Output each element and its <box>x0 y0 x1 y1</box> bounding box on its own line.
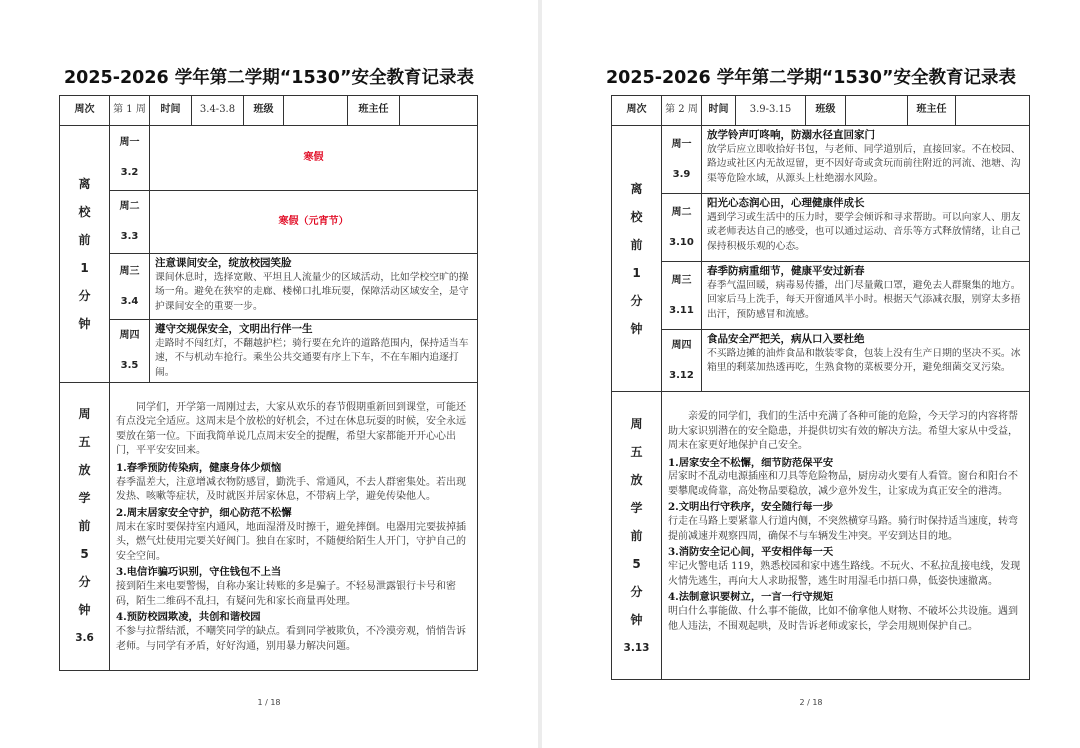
teacher-value <box>956 96 1030 126</box>
page-title: 2025-2026 学年第二学期“1530”安全教育记录表 <box>606 68 1016 88</box>
day-row <box>60 254 478 320</box>
page-number: 1 / 18 <box>257 698 281 707</box>
day-text: 放学后应立即收拾好书包，与老师、同学道别后，直接回家。不在校园、路边或社区内无故逗留，更不因好奇或贪玩而前往附近的河流、池塘、沟渠等危险水域，从源头上杜绝溺水风险。 <box>707 144 1021 184</box>
holiday-text: 寒假（元宵节） <box>150 191 478 254</box>
speech-item-heading: 2.文明出行守秩序，安全随行每一步 <box>668 501 834 514</box>
class-value <box>846 96 908 126</box>
speech-item-heading: 4.法制意识要树立，一言一行守规矩 <box>668 591 834 604</box>
day-row <box>60 191 478 254</box>
teacher-label: 班主任 <box>348 96 400 126</box>
header-row <box>612 96 1030 126</box>
speech-item-text: 明白什么事能做、什么事不能做，比如不偷拿他人财物、不破坏公共设施。遇到他人违法，不围观起哄，及时告诉老师或家长，学会用规则保护自己。 <box>668 606 1018 632</box>
class-label: 班级 <box>806 96 846 126</box>
day-row <box>60 126 478 191</box>
teacher-label: 班主任 <box>908 96 956 126</box>
safety-record-table <box>611 95 1030 680</box>
class-value <box>284 96 348 126</box>
speech-item-heading: 1.居家安全不松懈，细节防范保平安 <box>668 456 834 469</box>
safety-record-table <box>59 95 478 671</box>
section-before-leave: 离 校 前 1 分 钟 <box>60 126 110 383</box>
speech-item-text: 牢记火警电话 119，熟悉校园和家中逃生路线。不玩火、不私拉乱接电线，发现火情先逃生，再向大人求助报警，逃生时用湿毛巾捂口鼻，低姿快速撤离。 <box>668 561 1021 587</box>
speech-intro: 亲爱的同学们，我们的生活中充满了各种可能的危险，今天学习的内容将帮助大家识别潜在的安全隐患，并提供切实有效的解决方法。希望大家从中受益，周末在家更好地保护自己安全。 <box>668 411 1018 451</box>
time-value: 3.4-3.8 <box>192 96 244 126</box>
day-label: 周三 3.4 <box>110 254 150 320</box>
day-label: 周二 3.3 <box>110 191 150 254</box>
speech-item-text: 周末在家时要保持室内通风，地面湿滑及时擦干，避免摔倒。电器用完要拔掉插头，燃气灶使用完要关好阀门。独自在家时，不随便给陌生人开门，守护自己的安全空间。 <box>116 521 466 562</box>
time-value: 3.9-3.15 <box>736 96 806 126</box>
day-text: 课间休息时，选择宽敞、平坦且人流量少的区域活动，比如学校空旷的操场一角。避免在狭窄的走廊、楼梯口扎堆玩耍，保障活动区域安全，是守护课间安全的重要一步。 <box>155 272 469 312</box>
document-page-1 <box>0 0 538 748</box>
day-subtitle: 注意课间安全，绽放校园笑脸 <box>155 257 292 269</box>
speech-item-text: 居家时不乱动电源插座和刀具等危险物品，厨房动火要有人看管。窗台和阳台不要攀爬或倚靠，高处物品要稳放，减少意外发生，让家成为真正安全的港湾。 <box>668 471 1018 497</box>
day-text: 遇到学习或生活中的压力时，要学会倾诉和寻求帮助。可以向家人、朋友或老师表达自己的感受，也可以通过运动、音乐等方式释放情绪，让自己保持积极乐观的心态。 <box>707 212 1021 252</box>
class-label: 班级 <box>244 96 284 126</box>
day-row <box>612 262 1030 330</box>
holiday-text: 寒假 <box>150 126 478 191</box>
section-before-leave: 离 校 前 1 分 钟 <box>612 126 662 392</box>
day-subtitle: 春季防病重细节，健康平安过新春 <box>707 265 865 277</box>
day-content <box>150 320 478 383</box>
day-text: 春季气温回暖，病毒易传播，出门尽量戴口罩，避免去人群聚集的地方。回家后马上洗手，每天开窗通风半小时。根据天气添减衣服，别穿太多捂出汗，预防感冒和流感。 <box>707 280 1021 320</box>
day-label: 周二 3.10 <box>662 194 702 262</box>
header-row <box>60 96 478 126</box>
friday-row <box>612 392 1030 680</box>
day-content <box>702 330 1030 392</box>
teacher-value <box>400 96 478 126</box>
friday-row <box>60 382 478 670</box>
speech-item-heading: 1.春季预防传染病，健康身体少烦恼 <box>116 461 282 474</box>
day-label: 周四 3.12 <box>662 330 702 392</box>
day-label: 周一 3.2 <box>110 126 150 191</box>
day-subtitle: 阳光心态润心田，心理健康伴成长 <box>707 197 865 209</box>
page-number: 2 / 18 <box>799 698 823 707</box>
speech-item-heading: 4.预防校园欺凌，共创和谐校园 <box>116 611 261 624</box>
speech-item-heading: 3.电信诈骗巧识别，守住钱包不上当 <box>116 566 282 579</box>
friday-speech <box>110 382 478 670</box>
week-label: 周次 <box>60 96 110 126</box>
speech-item-text: 春季温差大，注意增减衣物防感冒，勤洗手、常通风，不去人群密集处。若出现发热、咳嗽等症状，及时就医并居家休息，不带病上学，避免传染他人。 <box>116 476 466 503</box>
day-label: 周三 3.11 <box>662 262 702 330</box>
day-label: 周四 3.5 <box>110 320 150 383</box>
section-friday-before-dismissal: 周 五 放 学 前 5 分 钟 3.13 <box>612 392 662 680</box>
week-label: 周次 <box>612 96 662 126</box>
day-subtitle: 遵守交规保安全，文明出行伴一生 <box>155 323 313 335</box>
page-title: 2025-2026 学年第二学期“1530”安全教育记录表 <box>64 68 474 88</box>
friday-speech <box>662 392 1030 680</box>
day-row <box>612 194 1030 262</box>
day-row <box>612 126 1030 194</box>
speech-item-text: 接到陌生来电要警惕，自称办案让转账的多是骗子。不轻易泄露银行卡号和密码，陌生二维码不乱扫，有疑问先和家长商量再处理。 <box>116 581 456 607</box>
speech-item-heading: 3.消防安全记心间，平安相伴每一天 <box>668 546 834 559</box>
speech-item-text: 不参与拉帮结派，不嘲笑同学的缺点。看到同学被欺负，不冷漠旁观，悄悄告诉老师。与同学有矛盾，好好沟通，别用暴力解决问题。 <box>116 626 466 652</box>
time-label: 时间 <box>702 96 736 126</box>
day-content <box>702 262 1030 330</box>
speech-item-text: 行走在马路上要紧靠人行道内侧，不突然横穿马路。骑行时保持适当速度，转弯提前减速并观察四周，确保不与车辆发生冲突。平安到达目的地。 <box>668 516 1018 542</box>
day-subtitle: 放学铃声叮咚响，防溺水径直回家门 <box>707 129 875 141</box>
day-subtitle: 食品安全严把关，病从口入要杜绝 <box>707 333 865 345</box>
day-label: 周一 3.9 <box>662 126 702 194</box>
week-value: 第 1 周 <box>110 96 150 126</box>
speech-item-heading: 2.周末居家安全守护，细心防范不松懈 <box>116 506 292 519</box>
day-text: 不买路边摊的油炸食品和散装零食，包装上没有生产日期的坚决不买。冰箱里的剩菜加热透再吃，生熟食物的菜板要分开，避免细菌交叉污染。 <box>707 348 1021 374</box>
day-content <box>150 254 478 320</box>
day-text: 走路时不闯红灯，不翻越护栏；骑行要在允许的道路范围内，保持适当车速，不与机动车抢行。乘坐公共交通要有序上下车，不在车厢内追逐打闹。 <box>155 338 469 378</box>
day-content <box>702 194 1030 262</box>
day-row <box>612 330 1030 392</box>
document-page-2 <box>542 0 1080 748</box>
section-friday-before-dismissal: 周 五 放 学 前 5 分 钟 3.6 <box>60 382 110 670</box>
day-row <box>60 320 478 383</box>
speech-intro: 同学们，开学第一周刚过去，大家从欢乐的春节假期重新回到课堂，可能还有点没完全适应。这周末是个放松的好机会，不过在休息玩耍的时候，安全永远要放在第一位。下面我简单说几点周末安全的提醒，希望大家都能开开心心出门，平平安安回来。 <box>116 401 466 457</box>
week-value: 第 2 周 <box>662 96 702 126</box>
time-label: 时间 <box>150 96 192 126</box>
day-content <box>702 126 1030 194</box>
